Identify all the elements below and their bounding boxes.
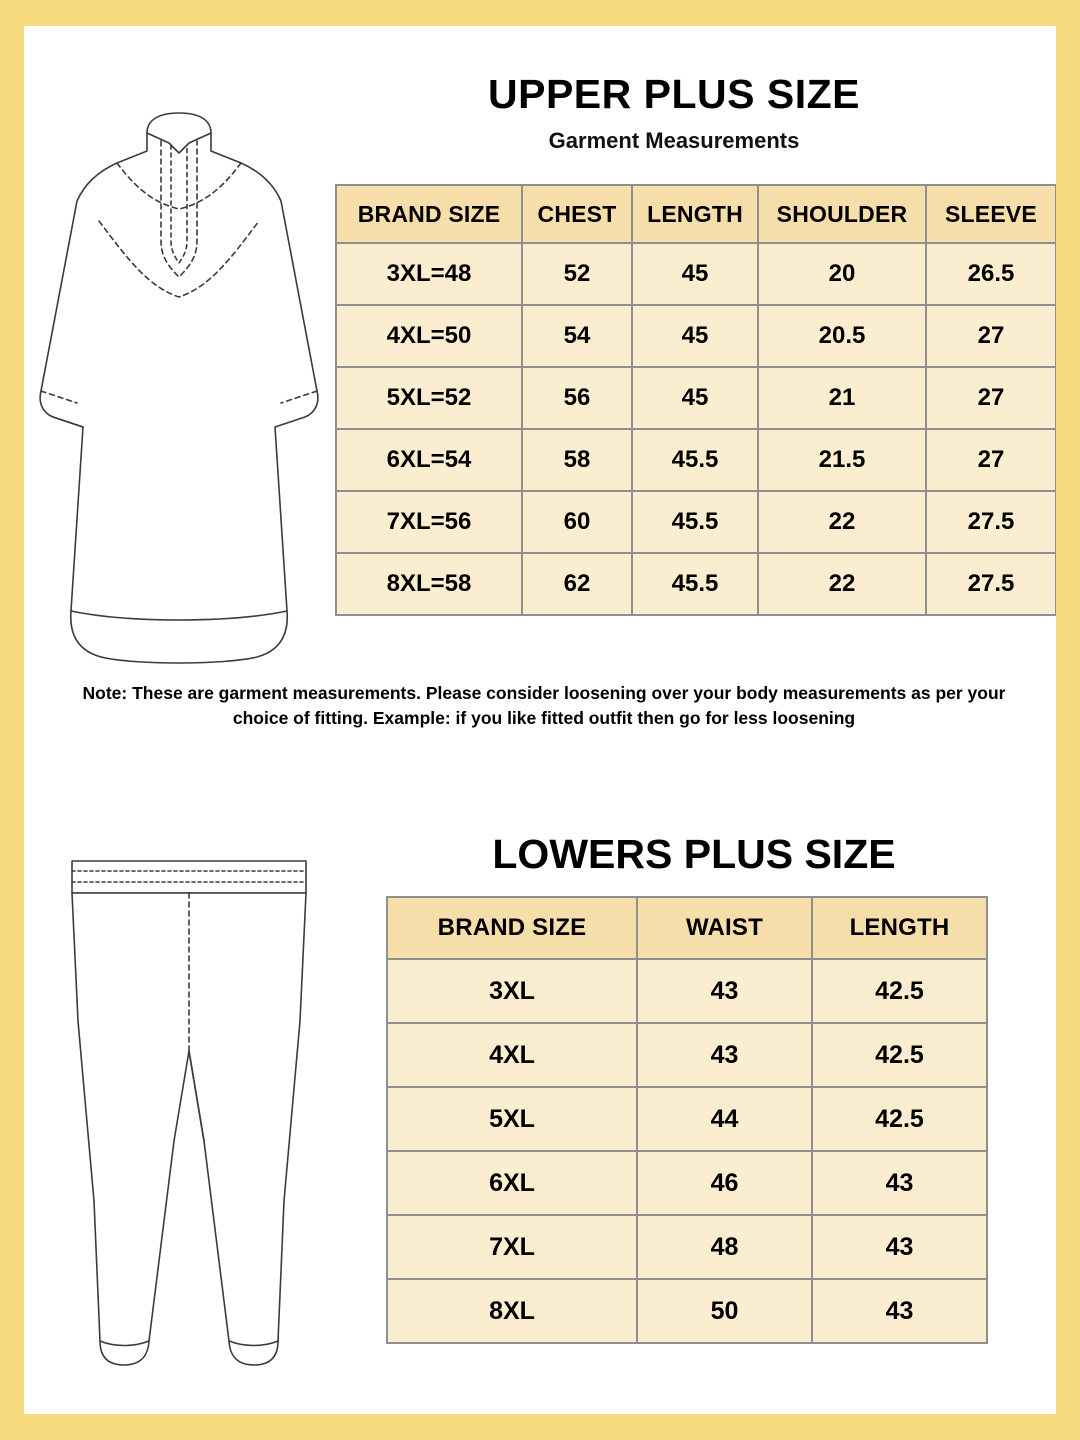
measurement-note: Note: These are garment measurements. Please consider loosening over your body measurements as per your choice of fitting. Example: if you like fitted outfit then go for less loosening bbox=[82, 683, 1006, 729]
cell-sleeve: 26.5 bbox=[926, 243, 1056, 305]
cell-shoulder: 22 bbox=[758, 553, 926, 615]
cell-chest: 58 bbox=[522, 429, 632, 491]
cell-brand-size: 5XL=52 bbox=[336, 367, 522, 429]
cell-length: 42.5 bbox=[812, 1087, 987, 1151]
lower-section-title: LOWERS PLUS SIZE bbox=[492, 831, 896, 877]
cell-chest: 56 bbox=[522, 367, 632, 429]
cell-brand-size: 6XL bbox=[387, 1151, 637, 1215]
cell-brand-size: 3XL bbox=[387, 959, 637, 1023]
column-header-brand-size: BRAND SIZE bbox=[387, 897, 637, 959]
column-header-waist: WAIST bbox=[637, 897, 812, 959]
table-row bbox=[336, 367, 1056, 429]
cell-brand-size: 8XL=58 bbox=[336, 553, 522, 615]
column-header-shoulder: SHOULDER bbox=[758, 185, 926, 243]
lower-table-container bbox=[386, 896, 988, 1344]
cell-length: 43 bbox=[812, 1151, 987, 1215]
cell-shoulder: 20.5 bbox=[758, 305, 926, 367]
cell-brand-size: 7XL=56 bbox=[336, 491, 522, 553]
table-row bbox=[387, 959, 987, 1023]
cell-sleeve: 27 bbox=[926, 367, 1056, 429]
upper-section-subtitle: Garment Measurements bbox=[548, 128, 800, 153]
cell-shoulder: 21 bbox=[758, 367, 926, 429]
cell-brand-size: 3XL=48 bbox=[336, 243, 522, 305]
cell-length: 45.5 bbox=[632, 491, 758, 553]
cell-shoulder: 21.5 bbox=[758, 429, 926, 491]
upper-table-container bbox=[335, 184, 1056, 616]
cell-waist: 50 bbox=[637, 1279, 812, 1343]
table-row bbox=[336, 243, 1056, 305]
table-row bbox=[336, 305, 1056, 367]
column-header-length: LENGTH bbox=[812, 897, 987, 959]
table-row bbox=[387, 1151, 987, 1215]
cell-length: 42.5 bbox=[812, 959, 987, 1023]
cell-length: 45 bbox=[632, 305, 758, 367]
column-header-chest: CHEST bbox=[522, 185, 632, 243]
table-row bbox=[336, 553, 1056, 615]
cell-brand-size: 5XL bbox=[387, 1087, 637, 1151]
cell-length: 43 bbox=[812, 1215, 987, 1279]
cell-chest: 52 bbox=[522, 243, 632, 305]
table-row bbox=[336, 429, 1056, 491]
lower-size-section bbox=[24, 786, 1056, 1414]
cell-shoulder: 20 bbox=[758, 243, 926, 305]
cell-length: 42.5 bbox=[812, 1023, 987, 1087]
leggings-illustration-icon bbox=[34, 841, 344, 1386]
cell-length: 45 bbox=[632, 243, 758, 305]
upper-size-table bbox=[335, 184, 1056, 616]
cell-waist: 48 bbox=[637, 1215, 812, 1279]
cell-waist: 43 bbox=[637, 959, 812, 1023]
cell-length: 45.5 bbox=[632, 553, 758, 615]
table-row bbox=[336, 491, 1056, 553]
cell-sleeve: 27 bbox=[926, 305, 1056, 367]
cell-length: 45 bbox=[632, 367, 758, 429]
cell-waist: 43 bbox=[637, 1023, 812, 1087]
cell-length: 45.5 bbox=[632, 429, 758, 491]
table-row bbox=[387, 1215, 987, 1279]
cell-brand-size: 7XL bbox=[387, 1215, 637, 1279]
table-row bbox=[387, 1023, 987, 1087]
cell-sleeve: 27.5 bbox=[926, 491, 1056, 553]
cell-waist: 44 bbox=[637, 1087, 812, 1151]
cell-chest: 62 bbox=[522, 553, 632, 615]
upper-size-section bbox=[24, 26, 1056, 771]
cell-shoulder: 22 bbox=[758, 491, 926, 553]
size-chart-sheet bbox=[24, 26, 1056, 1414]
column-header-sleeve: SLEEVE bbox=[926, 185, 1056, 243]
cell-brand-size: 4XL bbox=[387, 1023, 637, 1087]
table-header-row bbox=[387, 897, 987, 959]
table-header-row bbox=[336, 185, 1056, 243]
cell-sleeve: 27 bbox=[926, 429, 1056, 491]
column-header-length: LENGTH bbox=[632, 185, 758, 243]
cell-brand-size: 6XL=54 bbox=[336, 429, 522, 491]
cell-brand-size: 4XL=50 bbox=[336, 305, 522, 367]
kurta-illustration-icon bbox=[29, 91, 329, 671]
cell-chest: 54 bbox=[522, 305, 632, 367]
cell-waist: 46 bbox=[637, 1151, 812, 1215]
cell-length: 43 bbox=[812, 1279, 987, 1343]
cell-sleeve: 27.5 bbox=[926, 553, 1056, 615]
lower-size-table bbox=[386, 896, 988, 1344]
cell-brand-size: 8XL bbox=[387, 1279, 637, 1343]
table-row bbox=[387, 1279, 987, 1343]
upper-section-title: UPPER PLUS SIZE bbox=[487, 71, 860, 117]
cell-chest: 60 bbox=[522, 491, 632, 553]
column-header-brand-size: BRAND SIZE bbox=[336, 185, 522, 243]
table-row bbox=[387, 1087, 987, 1151]
